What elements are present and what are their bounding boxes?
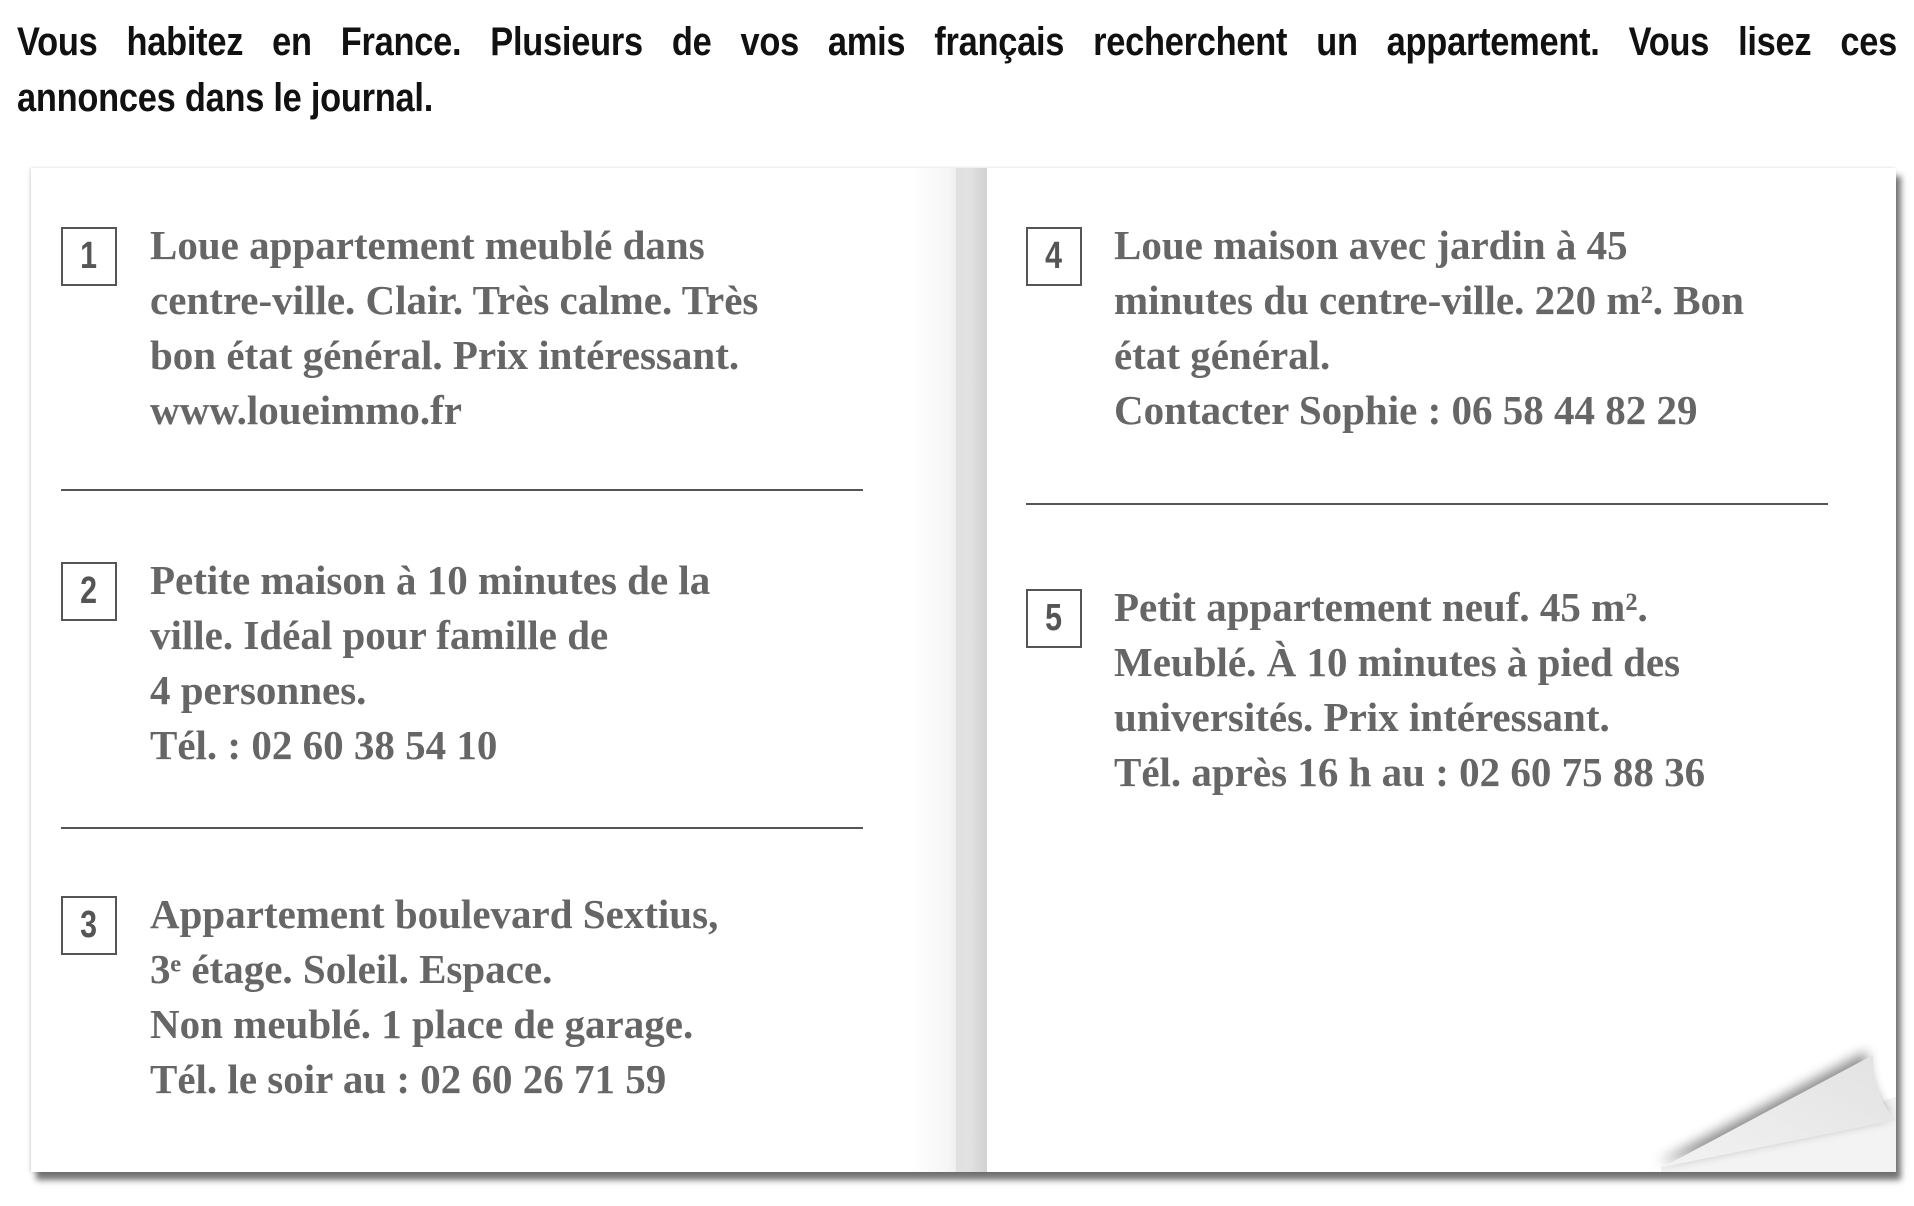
ad-number: 3 xyxy=(80,904,98,946)
ad-line: universités. Prix intéressant. xyxy=(1114,694,1610,740)
ad-line: Meublé. À 10 minutes à pied des xyxy=(1114,639,1681,685)
ad-number: 1 xyxy=(80,235,98,277)
newspaper-page xyxy=(31,168,1896,1172)
ad-link[interactable]: www.loueimmo.fr xyxy=(150,387,463,433)
instructions-line-2: annonces dans le journal. xyxy=(17,76,434,120)
ad-line: état général. xyxy=(1114,332,1331,378)
divider xyxy=(61,827,863,829)
ad-text xyxy=(150,887,718,1107)
ad-number-box xyxy=(1026,227,1082,286)
ad-line: ville. Idéal pour famille de xyxy=(150,612,609,658)
page-spine-highlight xyxy=(956,168,970,1172)
ad-line: Non meublé. 1 place de garage. xyxy=(150,1001,694,1047)
ad-line: 4 personnes. xyxy=(150,667,367,713)
instructions xyxy=(17,14,1897,126)
ad-number: 5 xyxy=(1045,597,1063,639)
instructions-line-1: Vous habitez en France. Plusieurs de vos amis français recherchent un appartement. Vous lisez ces xyxy=(17,20,1897,64)
ad-line: Petite maison à 10 minutes de la xyxy=(150,557,711,603)
ad-line: Petit appartement neuf. 45 m². xyxy=(1114,584,1648,630)
ad-line: centre-ville. Clair. Très calme. Très xyxy=(150,277,759,323)
ad-text xyxy=(1114,580,1705,800)
ad-line: Loue appartement meublé dans xyxy=(150,222,705,268)
ad-number-box xyxy=(61,896,117,955)
ad-number: 2 xyxy=(80,570,98,612)
ad-line: Contacter Sophie : 06 58 44 82 29 xyxy=(1114,387,1698,433)
ad-line: Tél. le soir au : 02 60 26 71 59 xyxy=(150,1056,667,1102)
ad-text xyxy=(1114,218,1744,438)
ad-text xyxy=(150,553,710,773)
ad-line: Loue maison avec jardin à 45 xyxy=(1114,222,1628,268)
page-curl-icon xyxy=(1651,1027,1896,1172)
ad-line: Tél. : 02 60 38 54 10 xyxy=(150,722,498,768)
ad-number-box xyxy=(61,562,117,621)
ad-number-box xyxy=(61,227,117,286)
page-spine-shadow xyxy=(911,168,987,1172)
divider xyxy=(61,489,863,491)
ad-line: Appartement boulevard Sextius, xyxy=(150,891,719,937)
ad-line: minutes du centre-ville. 220 m². Bon xyxy=(1114,277,1744,323)
ad-line: bon état général. Prix intéressant. xyxy=(150,332,740,378)
ad-number: 4 xyxy=(1045,235,1063,277)
ad-text xyxy=(150,218,758,438)
ad-line: Tél. après 16 h au : 02 60 75 88 36 xyxy=(1114,749,1706,795)
divider xyxy=(1026,503,1828,505)
ad-number-box xyxy=(1026,589,1082,648)
ad-line: 3ᵉ étage. Soleil. Espace. xyxy=(150,946,553,992)
